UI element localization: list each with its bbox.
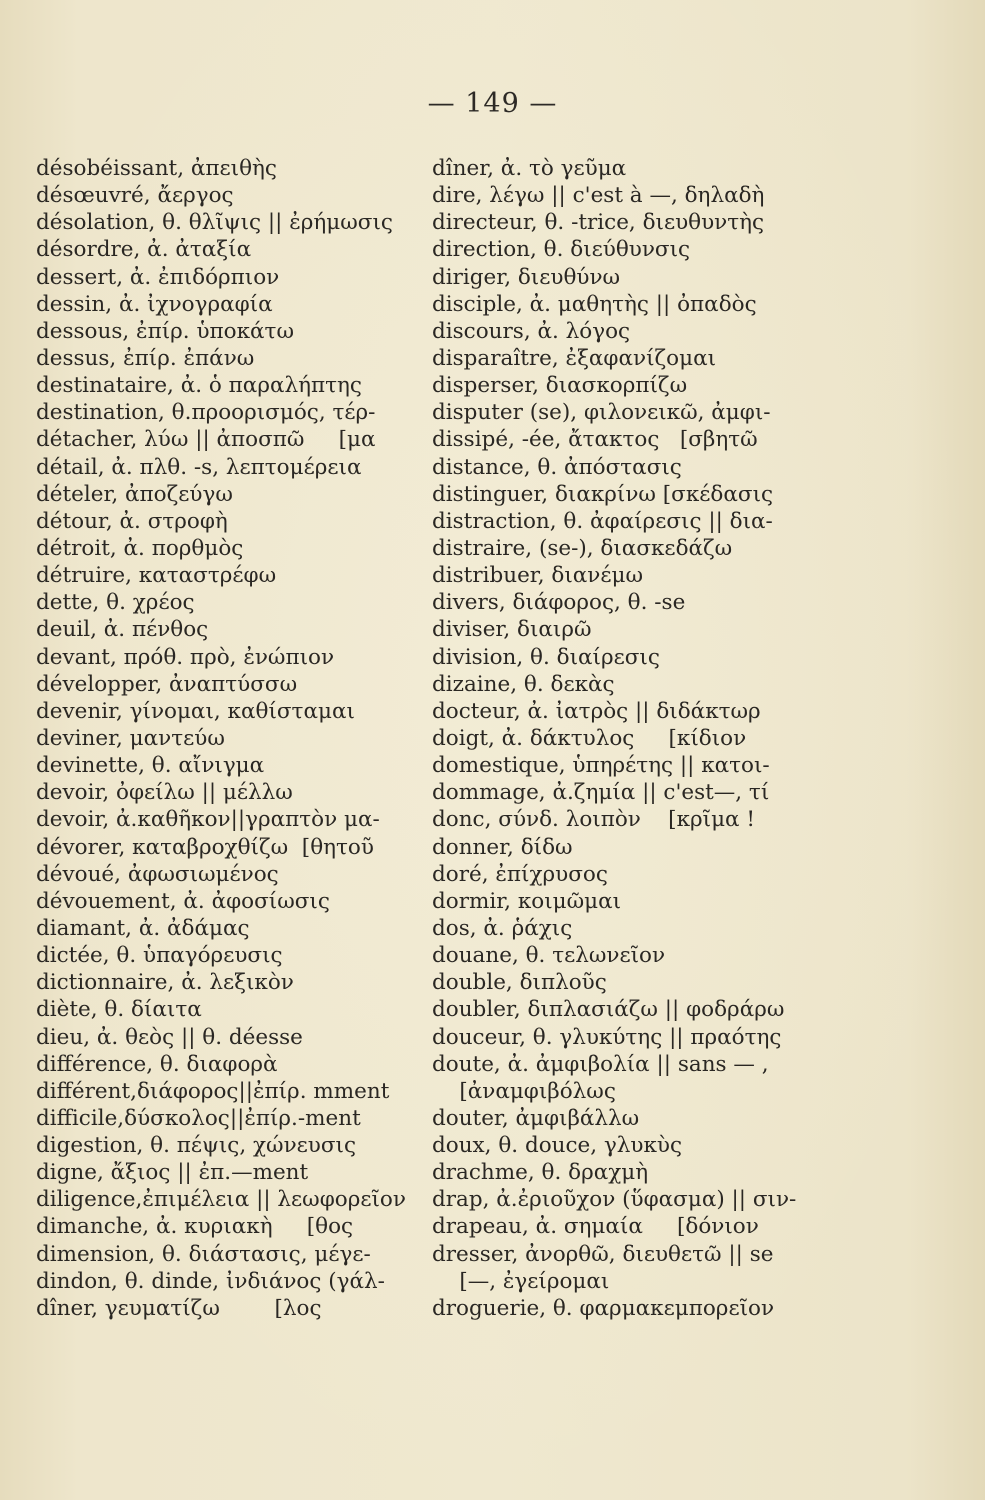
dictionary-entry: destination, θ.προορισμός, τέρ-	[36, 400, 376, 426]
dictionary-entry: dévouement, ἀ. ἀφοσίωσις	[36, 888, 330, 914]
dictionary-entry: destinataire, ἀ. ὁ παραλήπτης	[36, 373, 362, 399]
dictionary-entry: dissipé, -ée, ἄτακτος [σβητῶ	[432, 427, 758, 453]
dictionary-entry: doute, ἀ. ἀμφιβολία || sans — ,	[432, 1051, 769, 1077]
dictionary-entry: [ἀναμφιβόλως	[432, 1078, 616, 1104]
dictionary-entry: désœuvré, ἄεργος	[36, 183, 234, 209]
dictionary-entry: deviner, μαντεύω	[36, 725, 225, 751]
dictionary-entry: drap, ἀ.ἐριοῦχον (ὕφασμα) || σιν-	[432, 1187, 797, 1213]
dictionary-entry: distraction, θ. ἀφαίρεσις || δια-	[432, 508, 773, 534]
dictionary-entry: droguerie, θ. φαρμακεμπορεῖον	[432, 1295, 775, 1321]
dictionary-entry: dire, λέγω || c'est à —, δηλαδὴ	[432, 183, 765, 209]
dictionary-entry: détroit, ἀ. πορθμὸς	[36, 535, 244, 561]
dictionary-entry: disperser, διασκορπίζω	[432, 373, 688, 399]
dictionary-entry: divers, διάφορος, θ. -se	[432, 590, 686, 616]
dictionary-entry: détacher, λύω || ἀποσπῶ [μα	[36, 427, 376, 453]
dictionary-entry: distraire, (se-), διασκεδάζω	[432, 535, 733, 561]
dictionary-entry: dételer, ἀποζεύγω	[36, 481, 233, 507]
dictionary-entry: dindon, θ. dinde, ἰνδιάνος (γάλ-	[36, 1268, 385, 1294]
dictionary-entry: distance, θ. ἀπόστασις	[432, 454, 682, 480]
dictionary-entry: dictée, θ. ὑπαγόρευσις	[36, 943, 283, 969]
dictionary-entry: doigt, ἀ. δάκτυλος [κίδιον	[432, 725, 747, 751]
dictionary-entry: dresser, ἀνορθῶ, διευθετῶ || se	[432, 1241, 774, 1267]
dictionary-entry: disparaître, ἐξαφανίζομαι	[432, 345, 717, 371]
dictionary-entry: devant, πρόθ. πρὸ, ἐνώπιον	[36, 644, 335, 670]
dictionary-entry: détour, ἀ. στροφὴ	[36, 508, 228, 534]
dictionary-entry: doubler, διπλασιάζω || φοδράρω	[432, 997, 785, 1023]
dictionary-entry: diamant, ἀ. ἀδάμας	[36, 915, 250, 941]
dictionary-entry: dessus, ἐπίρ. ἐπάνω	[36, 345, 255, 371]
dictionary-entry: détail, ἀ. πλθ. -s, λεπτομέρεια	[36, 454, 362, 480]
dictionary-entry: désordre, ἀ. ἀταξία	[36, 237, 252, 263]
dictionary-entry: double, διπλοῦς	[432, 970, 607, 996]
dictionary-entry: dévorer, καταβροχθίζω [θητοῦ	[36, 834, 374, 860]
dictionary-entry: dévoué, ἀφωσιωμένος	[36, 861, 279, 887]
dictionary-entry: diviser, διαιρῶ	[432, 617, 592, 643]
dictionary-entry: désobéissant, ἀπειθὴς	[36, 156, 277, 181]
page-number: — 149 —	[427, 88, 558, 119]
dictionary-entry: dessert, ἀ. ἐπιδόρπιον	[36, 264, 280, 290]
dictionary-entry: drachme, θ. δραχμὴ	[432, 1160, 649, 1186]
dictionary-entry: détruire, καταστρέφω	[36, 563, 277, 589]
dictionary-entry: douter, ἀμφιβάλλω	[432, 1105, 640, 1131]
dictionary-entry: disciple, ἀ. μαθητὴς || ὀπαδὸς	[432, 291, 757, 317]
dictionary-entry: difficile,δύσκολος||ἐπίρ.-ment	[36, 1105, 361, 1131]
dictionary-entry: dessous, ἐπίρ. ὑποκάτω	[36, 318, 294, 344]
dictionary-entry: direction, θ. διεύθυνσις	[432, 237, 691, 263]
dictionary-entry: dimension, θ. διάστασις, μέγε-	[36, 1241, 371, 1267]
dictionary-entry: différence, θ. διαφορὰ	[36, 1051, 278, 1077]
dictionary-entry: diriger, διευθύνω	[432, 264, 621, 290]
dictionary-entry: devoir, ὀφείλω || μέλλω	[36, 780, 293, 806]
dictionary-entry: donner, δίδω	[432, 834, 573, 860]
dictionary-entry: drapeau, ἀ. σημαία [δόνιον	[432, 1214, 759, 1240]
dictionary-entry: docteur, ἀ. ἰατρὸς || διδάκτωρ	[432, 698, 761, 724]
left-column	[36, 155, 408, 1322]
dictionary-entry: deuil, ἀ. πένθος	[36, 617, 209, 643]
dictionary-entry: dommage, ἀ.ζημία || c'est—, τί	[432, 780, 770, 806]
dictionary-entry: dizaine, θ. δεκὰς	[432, 671, 615, 697]
dictionary-entry: douane, θ. τελωνεῖον	[432, 943, 666, 969]
dictionary-entry: doré, ἐπίχρυσος	[432, 861, 608, 887]
dictionary-entry: dîner, ἀ. τὸ γεῦμα	[432, 156, 627, 181]
dictionary-entry: disputer (se), φιλονεικῶ, ἀμφι-	[432, 400, 771, 426]
right-column	[432, 155, 804, 1322]
dictionary-entry: discours, ἀ. λόγος	[432, 318, 631, 344]
dictionary-entry: dimanche, ἀ. κυριακὴ [θος	[36, 1214, 354, 1240]
dictionary-entry: distribuer, διανέμω	[432, 563, 643, 589]
dictionary-entry: division, θ. διαίρεσις	[432, 644, 660, 670]
dictionary-entry: devenir, γίνομαι, καθίσταμαι	[36, 698, 355, 724]
dictionary-entry: domestique, ὑπηρέτης || κατοι-	[432, 753, 770, 779]
dictionary-entry: devinette, θ. αἴνιγμα	[36, 753, 265, 779]
dictionary-entry: donc, σύνδ. λοιπὸν [κρῖμα !	[432, 807, 756, 833]
dictionary-entry: dîner, γευματίζω [λος	[36, 1295, 322, 1321]
dictionary-entry: [—, ἐγείρομαι	[432, 1268, 610, 1294]
dictionary-entry: développer, ἀναπτύσσω	[36, 671, 298, 697]
dictionary-entry: devoir, ἀ.καθῆκον||γραπτὸν μα-	[36, 807, 380, 833]
dictionary-entry: différent,διάφορος||ἐπίρ. mment	[36, 1078, 390, 1104]
dictionary-entry: directeur, θ. -trice, διευθυντὴς	[432, 210, 765, 236]
dictionary-entry: digestion, θ. πέψις, χώνευσις	[36, 1133, 357, 1159]
dictionary-entry: diète, θ. δίαιτα	[36, 997, 202, 1023]
dictionary-entry: distinguer, διακρίνω [σκέδασις	[432, 481, 774, 507]
dictionary-entry: dormir, κοιμῶμαι	[432, 888, 622, 914]
dictionary-entry: désolation, θ. θλῖψις || ἐρήμωσις	[36, 210, 393, 236]
dictionary-entry: douceur, θ. γλυκύτης || πραότης	[432, 1024, 782, 1050]
dictionary-entry: digne, ἄξιος || ἐπ.—ment	[36, 1160, 309, 1186]
dictionary-entry: dictionnaire, ἀ. λεξικὸν	[36, 970, 294, 996]
dictionary-entry: doux, θ. douce, γλυκὺς	[432, 1133, 683, 1159]
dictionary-entry: dette, θ. χρέος	[36, 590, 195, 616]
dictionary-entry: dos, ἀ. ῥάχις	[432, 915, 573, 941]
dictionary-entry: dieu, ἀ. θεὸς || θ. déesse	[36, 1024, 303, 1050]
dictionary-entry: diligence,ἐπιμέλεια || λεωφορεῖον	[36, 1187, 406, 1213]
dictionary-entry: dessin, ἀ. ἰχνογραφία	[36, 291, 273, 317]
